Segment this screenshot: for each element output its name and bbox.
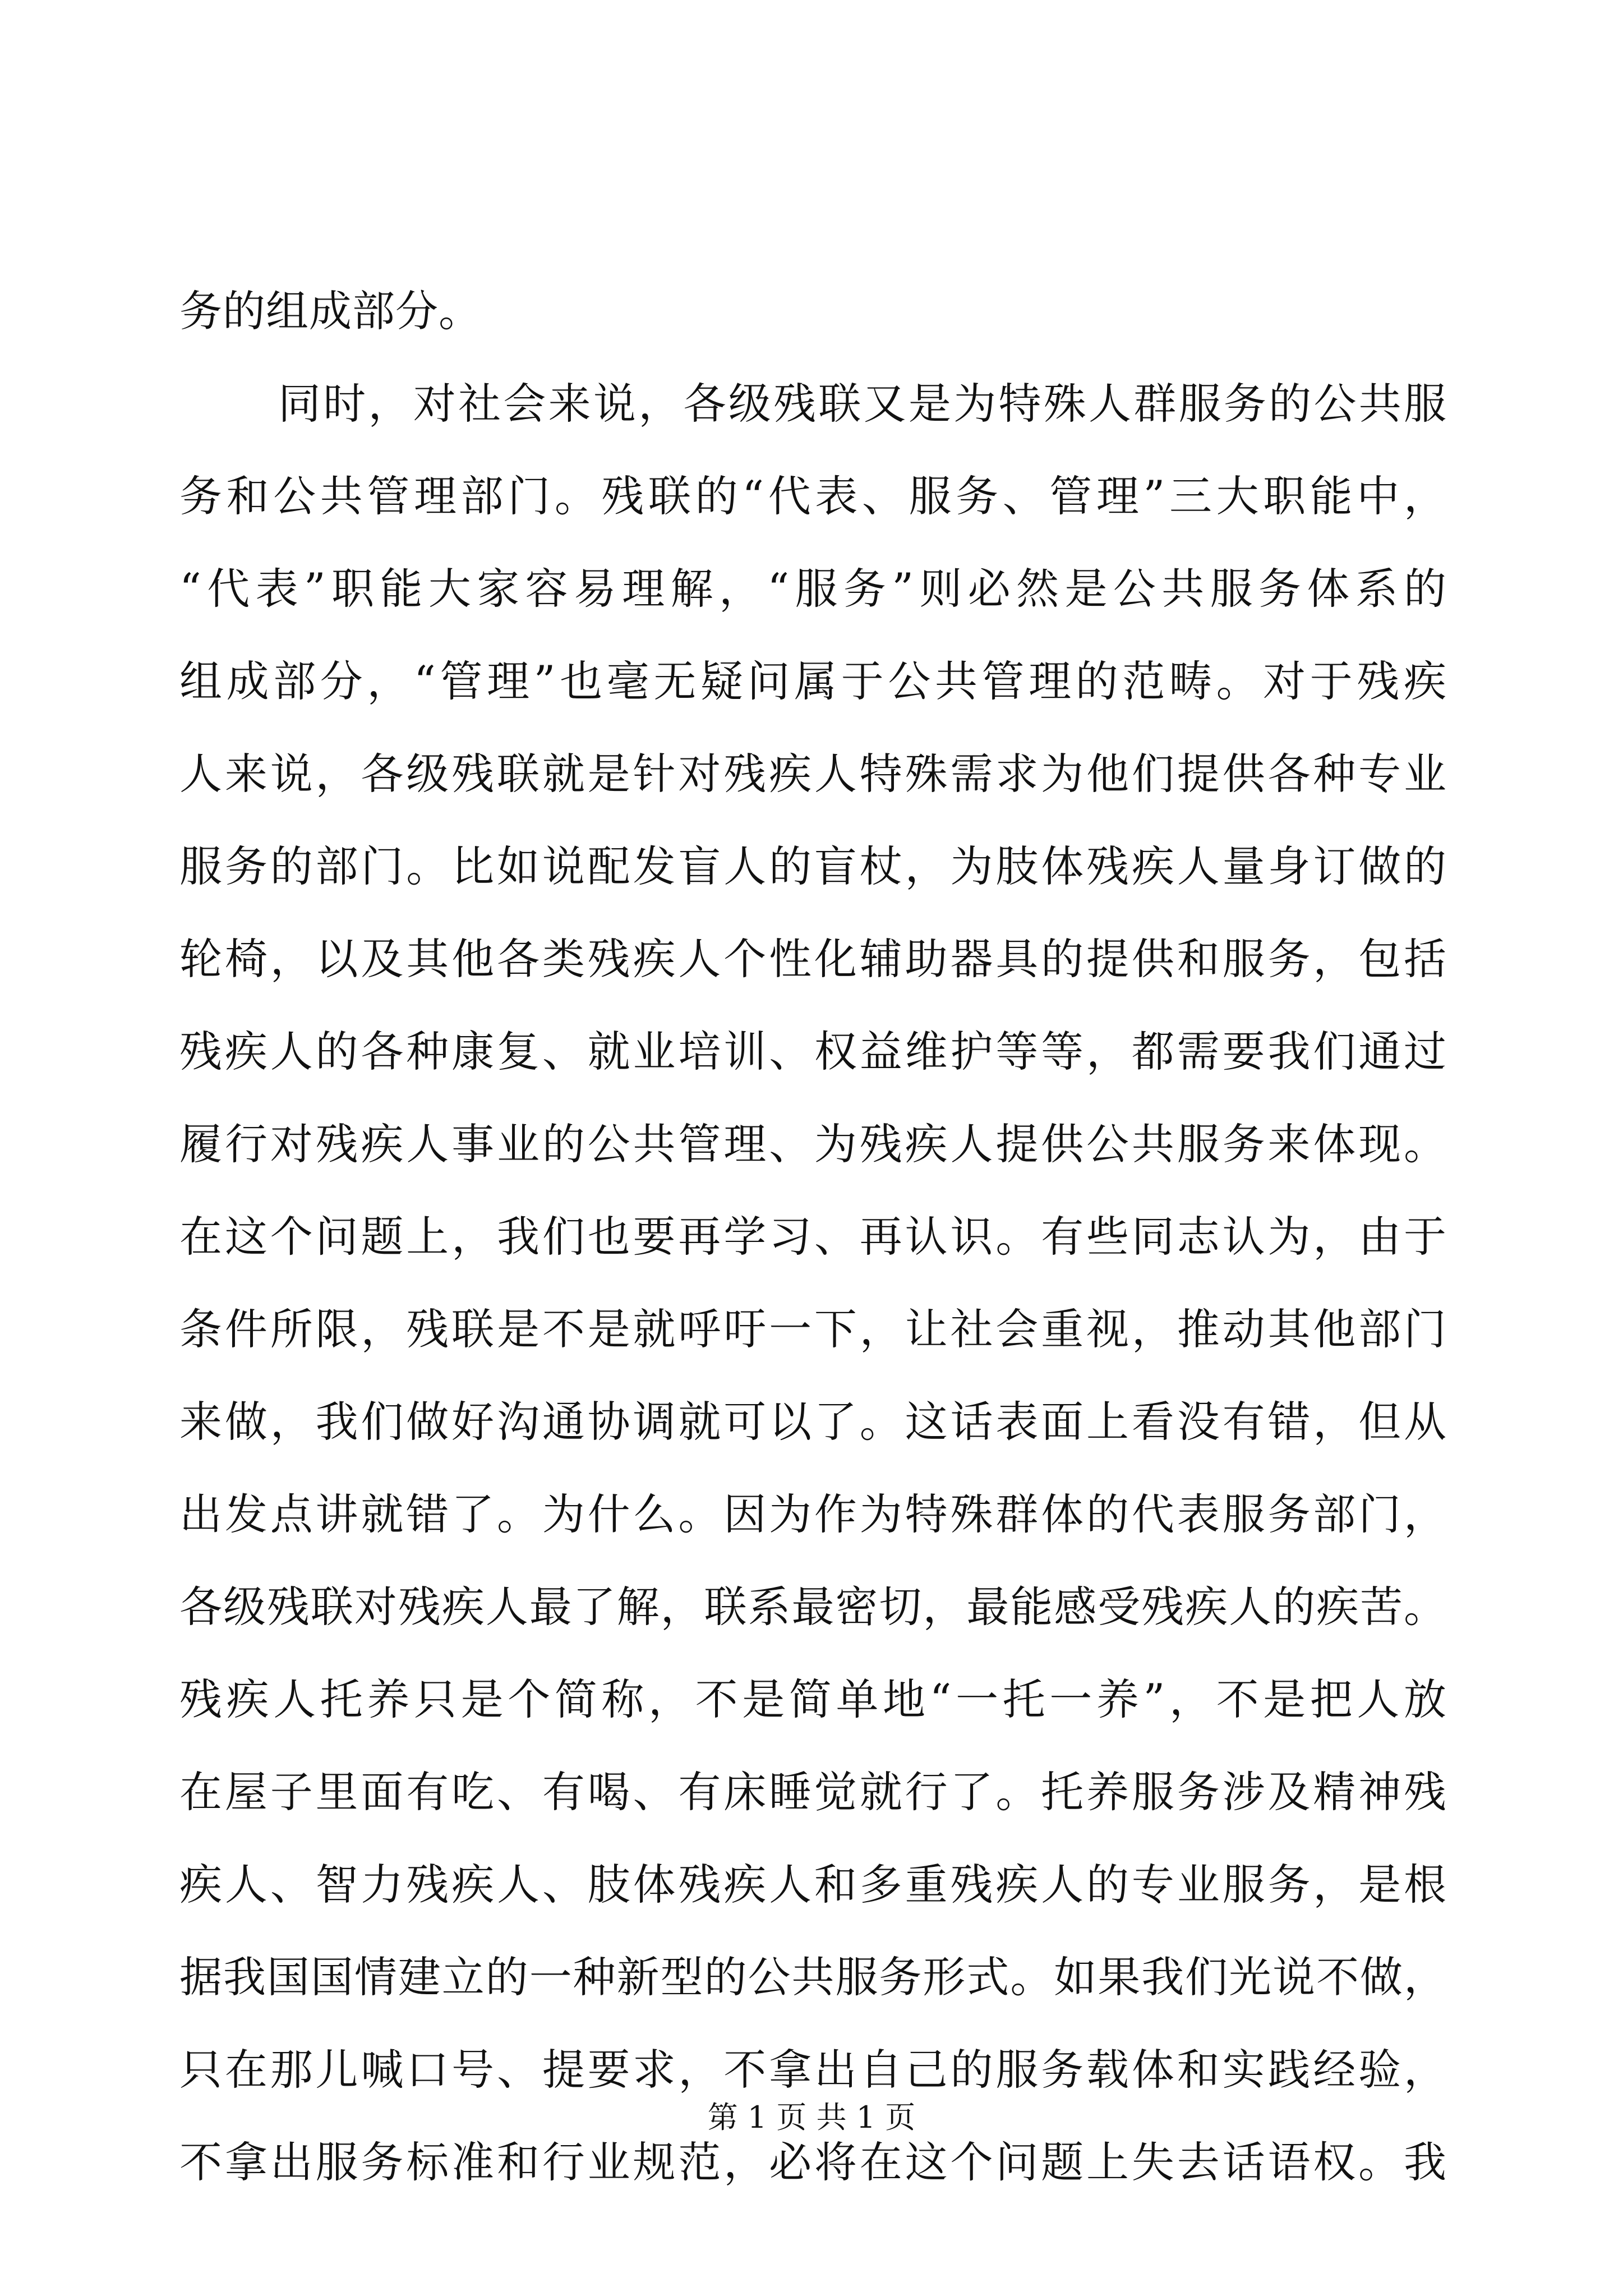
text-line: 服务的部门。比如说配发盲人的盲杖，为肢体残疾人量身订做的 <box>179 841 1447 891</box>
text-line: 条件所限，残联是不是就呼吁一下，让社会重视，推动其他部门 <box>179 1304 1447 1354</box>
text-line: 同时，对社会来说，各级残联又是为特殊人群服务的公共服 <box>278 379 1447 429</box>
text-line: 在屋子里面有吃、有喝、有床睡觉就行了。托养服务涉及精神残 <box>179 1767 1447 1817</box>
text-line: 据我国国情建立的一种新型的公共服务形式。如果我们光说不做， <box>179 1952 1447 2002</box>
text-line: 残疾人托养只是个简称，不是简单地“一托一养”，不是把人放 <box>179 1674 1447 1724</box>
text-line: 务的组成部分。 <box>179 286 482 336</box>
text-line: 不拿出服务标准和行业规范，必将在这个问题上失去话语权。我 <box>179 2137 1447 2187</box>
page-footer <box>0 2098 1623 2137</box>
text-line: 出发点讲就错了。为什么。因为作为特殊群体的代表服务部门， <box>179 1489 1447 1539</box>
text-line: “代表”职能大家容易理解，“服务”则必然是公共服务体系的 <box>179 564 1447 614</box>
text-line: 疾人、智力残疾人、肢体残疾人和多重残疾人的专业服务，是根 <box>179 1860 1447 1910</box>
body-text <box>179 265 1447 2208</box>
page-number-label: 第 1 页 共 1 页 <box>707 2100 916 2135</box>
text-line: 组成部分，“管理”也毫无疑问属于公共管理的范畴。对于残疾 <box>179 656 1447 706</box>
text-line: 履行对残疾人事业的公共管理、为残疾人提供公共服务来体现。 <box>179 1119 1447 1169</box>
text-line: 在这个问题上，我们也要再学习、再认识。有些同志认为，由于 <box>179 1212 1447 1262</box>
text-line: 只在那儿喊口号、提要求，不拿出自己的服务载体和实践经验， <box>179 2045 1447 2095</box>
text-line: 来做，我们做好沟通协调就可以了。这话表面上看没有错，但从 <box>179 1397 1447 1447</box>
text-line: 轮椅，以及其他各类残疾人个性化辅助器具的提供和服务，包括 <box>179 934 1447 984</box>
text-line: 残疾人的各种康复、就业培训、权益维护等等，都需要我们通过 <box>179 1027 1447 1076</box>
text-line: 人来说，各级残联就是针对残疾人特殊需求为他们提供各种专业 <box>179 749 1447 799</box>
text-line: 各级残联对残疾人最了解，联系最密切，最能感受残疾人的疾苦。 <box>179 1582 1447 1632</box>
text-line: 务和公共管理部门。残联的“代表、服务、管理”三大职能中， <box>179 471 1447 521</box>
